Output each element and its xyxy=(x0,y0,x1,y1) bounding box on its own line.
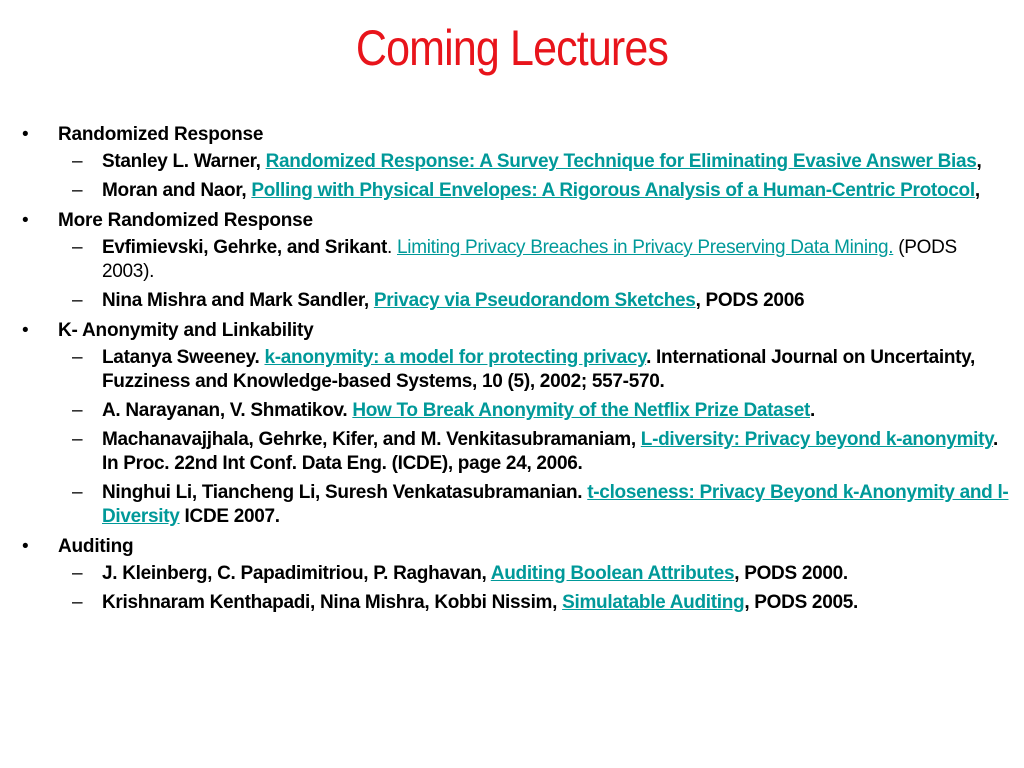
reference-link[interactable]: Simulatable Auditing xyxy=(562,592,745,613)
reference-item xyxy=(22,179,1012,203)
reference-link[interactable]: k-anonymity: a model for protecting privacy xyxy=(264,347,647,368)
reference-tail: (PODS 2003). xyxy=(102,237,957,282)
reference-authors: Evfimievski, Gehrke, and Srikant xyxy=(102,237,388,258)
slide-content xyxy=(22,122,1012,620)
dash-icon: – xyxy=(72,151,83,172)
reference-authors: Moran and Naor, xyxy=(102,180,252,201)
reference-link[interactable]: Privacy via Pseudorandom Sketches xyxy=(373,290,696,311)
reference-authors: Machanavajjhala, Gehrke, Kifer, and M. Venkitasubramaniam, xyxy=(102,429,641,450)
reference-tail: . In Proc. 22nd Int Conf. Data Eng. (ICDE), page 24, 2006. xyxy=(102,429,999,474)
reference-authors: Ninghui Li, Tiancheng Li, Suresh Venkatasubramanian. xyxy=(102,482,588,503)
section-auditing xyxy=(22,534,1012,615)
dash-icon: – xyxy=(72,180,83,201)
section-heading-text: K- Anonymity and Linkability xyxy=(58,320,314,341)
reference-authors: Nina Mishra and Mark Sandler, xyxy=(102,290,374,311)
reference-tail: ICDE 2007. xyxy=(179,506,280,527)
reference-separator: . xyxy=(387,237,397,258)
section-heading-text: Auditing xyxy=(58,536,134,557)
reference-tail: , PODS 2000. xyxy=(734,563,848,584)
section-more-randomized-response xyxy=(22,208,1012,313)
section-k-anonymity xyxy=(22,318,1012,529)
reference-link[interactable]: Randomized Response: A Survey Technique for Eliminating Evasive Answer Bias xyxy=(265,151,977,172)
reference-tail: . International Journal on Uncertainty, Fuzziness and Knowledge-based Systems, 10 (5), 2002; 557-570. xyxy=(102,347,976,392)
reference-item xyxy=(22,562,1012,586)
reference-link[interactable]: Auditing Boolean Attributes xyxy=(490,563,735,584)
reference-link[interactable]: Polling with Physical Envelopes: A Rigorous Analysis of a Human-Centric Protocol xyxy=(251,180,975,201)
section-randomized-response xyxy=(22,122,1012,203)
section-heading-text: Randomized Response xyxy=(58,124,264,145)
dash-icon: – xyxy=(72,347,83,368)
bullet-icon: • xyxy=(22,124,29,145)
section-heading xyxy=(22,122,1012,150)
reference-item xyxy=(22,346,1012,394)
slide-title: Coming Lectures xyxy=(355,20,669,76)
dash-icon: – xyxy=(72,237,83,258)
reference-item xyxy=(22,428,1012,476)
reference-link[interactable]: L-diversity: Privacy beyond k-anonymity xyxy=(640,429,994,450)
reference-authors: A. Narayanan, V. Shmatikov. xyxy=(102,400,353,421)
reference-item xyxy=(22,481,1012,529)
reference-tail: , xyxy=(976,151,982,172)
reference-authors: J. Kleinberg, C. Papadimitriou, P. Raghavan, xyxy=(102,563,491,584)
reference-tail: , PODS 2005. xyxy=(744,592,858,613)
section-heading-text: More Randomized Response xyxy=(58,210,313,231)
dash-icon: – xyxy=(72,592,83,613)
reference-authors: Stanley L. Warner, xyxy=(102,151,266,172)
section-heading xyxy=(22,534,1012,562)
reference-link[interactable]: t-closeness: Privacy Beyond k-Anonymity and l-Diversity xyxy=(102,482,1009,527)
reference-item xyxy=(22,591,1012,615)
dash-icon: – xyxy=(72,563,83,584)
section-heading xyxy=(22,208,1012,236)
bullet-icon: • xyxy=(22,320,29,341)
dash-icon: – xyxy=(72,400,83,421)
reference-tail: , PODS 2006 xyxy=(695,290,805,311)
reference-authors: Latanya Sweeney. xyxy=(102,347,265,368)
reference-authors: Krishnaram Kenthapadi, Nina Mishra, Kobbi Nissim, xyxy=(102,592,563,613)
reference-item xyxy=(22,399,1012,423)
bullet-icon: • xyxy=(22,210,29,231)
dash-icon: – xyxy=(72,482,83,503)
reference-item xyxy=(22,236,1012,284)
reference-item xyxy=(22,289,1012,313)
reference-link[interactable]: How To Break Anonymity of the Netflix Prize Dataset xyxy=(352,400,811,421)
reference-tail: , xyxy=(974,180,980,201)
reference-tail: . xyxy=(810,400,815,421)
dash-icon: – xyxy=(72,429,83,450)
section-heading xyxy=(22,318,1012,346)
bullet-icon: • xyxy=(22,536,29,557)
dash-icon: – xyxy=(72,290,83,311)
reference-link[interactable]: Limiting Privacy Breaches in Privacy Preserving Data Mining. xyxy=(397,237,894,258)
reference-item xyxy=(22,150,1012,174)
